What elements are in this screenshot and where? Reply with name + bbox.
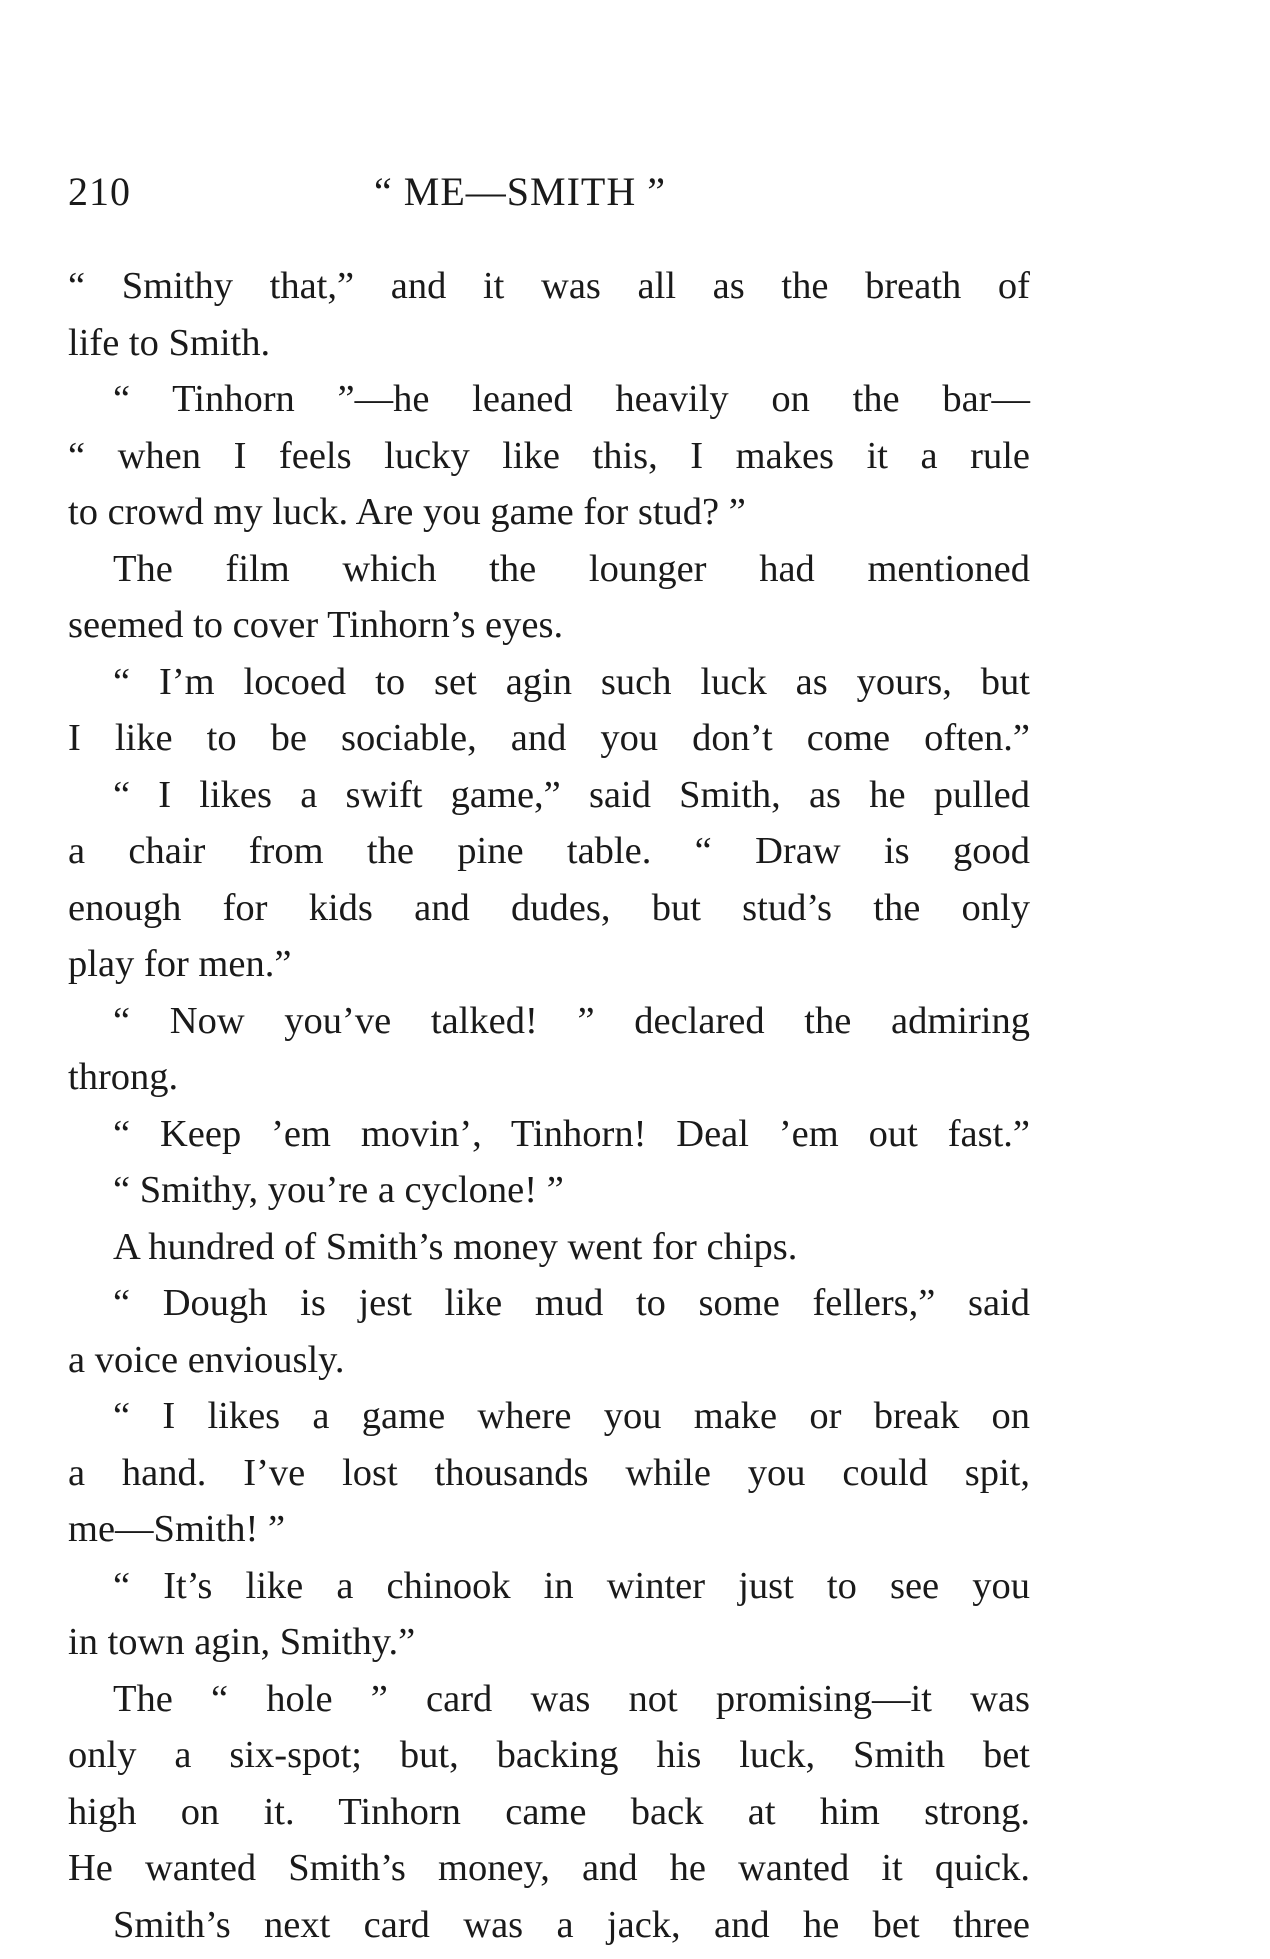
text-line: life to Smith. <box>68 321 271 364</box>
text-line: a chair from the pine table. “ Draw is good <box>68 830 1030 872</box>
text-line: A hundred of Smith’s money went for chips. <box>113 1225 798 1268</box>
text-line: I like to be sociable, and you don’t come often.” <box>68 717 1030 759</box>
text-line: throng. <box>68 1056 179 1098</box>
text-line: to crowd my luck. Are you game for stud? ” <box>68 491 746 533</box>
text-line: seemed to cover Tinhorn’s eyes. <box>68 604 564 646</box>
text-line: play for men.” <box>68 943 292 985</box>
text-line: enough for kids and dudes, but stud’s the only <box>68 886 1030 929</box>
text-line: “ It’s like a chinook in winter just to see you <box>113 1564 1030 1607</box>
text-line: He wanted Smith’s money, and he wanted it quick. <box>68 1847 1030 1889</box>
running-title: “ ME—SMITH ” <box>374 169 666 214</box>
text-line: “ Dough is jest like mud to some fellers,” said <box>113 1282 1030 1324</box>
text-line: high on it. Tinhorn came back at him strong. <box>68 1790 1030 1833</box>
text-line: a voice enviously. <box>68 1338 345 1381</box>
text-line: “ Tinhorn ”—he leaned heavily on the bar— <box>113 378 1030 420</box>
text-line: “ Smithy, you’re a cyclone! ” <box>113 1169 564 1211</box>
text-line: “ when I feels lucky like this, I makes it a rule <box>68 434 1030 477</box>
text-line: only a six-spot; but, backing his luck, Smith bet <box>68 1734 1030 1776</box>
text-line: me—Smith! ” <box>68 1508 286 1550</box>
text-line: “ Now you’ve talked! ” declared the admiring <box>113 999 1030 1042</box>
body-text <box>68 258 1030 1953</box>
text-line: “ I likes a swift game,” said Smith, as he pulled <box>113 773 1030 816</box>
text-line: The film which the lounger had mentioned <box>113 547 1030 590</box>
text-line: in town agin, Smithy.” <box>68 1621 416 1663</box>
text-line: “ Keep ’em movin’, Tinhorn! Deal ’em out fast.” <box>113 1112 1030 1155</box>
text-line: “ Smithy that,” and it was all as the breath of <box>68 265 1030 307</box>
page-number: 210 <box>68 169 131 214</box>
text-line: “ I likes a game where you make or break on <box>113 1395 1030 1437</box>
text-line: a hand. I’ve lost thousands while you could spit, <box>68 1451 1030 1494</box>
text-line: The “ hole ” card was not promising—it was <box>113 1677 1030 1720</box>
text-line: Smith’s next card was a jack, and he bet three <box>113 1903 1030 1946</box>
text-line: “ I’m locoed to set agin such luck as yours, but <box>113 660 1030 703</box>
page-header <box>68 168 1028 220</box>
